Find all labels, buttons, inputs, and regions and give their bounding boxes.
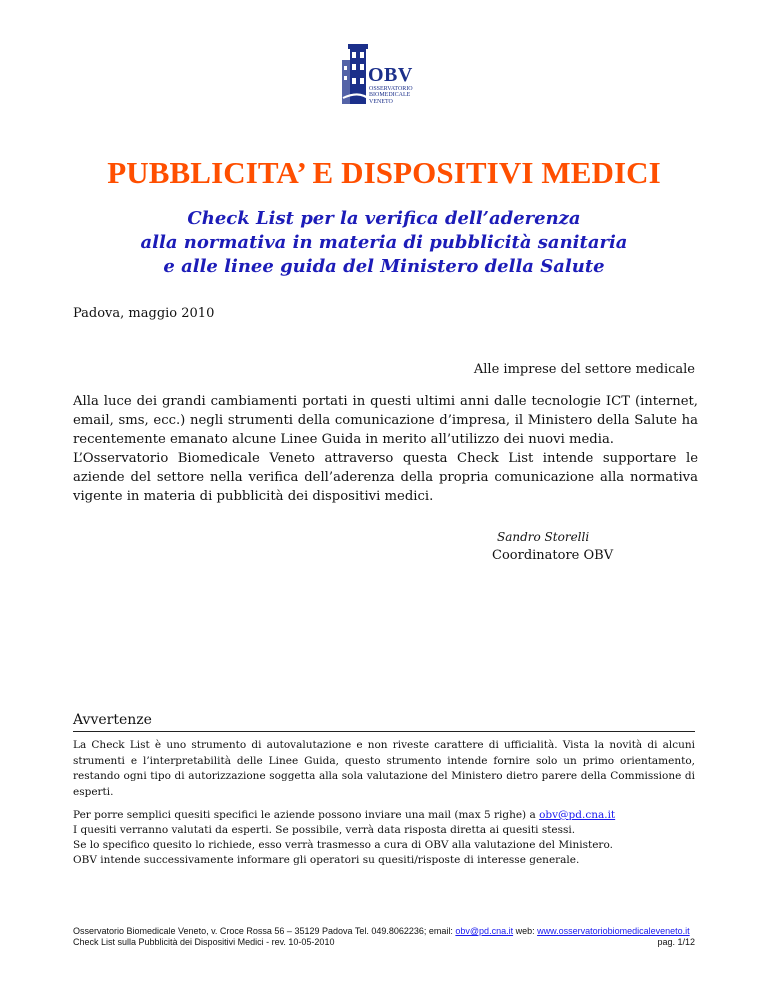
logo-subtitle-line: BIOMEDICALE: [369, 92, 411, 99]
contact-line: I quesiti verranno valutati da esperti. Se possibile, verrà data risposta diretta ai quesiti stessi.: [73, 824, 576, 836]
subtitle-line: Check List per la verifica dell’aderenza: [187, 208, 581, 229]
document-subtitle: [0, 207, 768, 279]
recipient: Alle imprese del settore medicale: [473, 362, 695, 377]
footer-address-line: [73, 926, 690, 937]
logo-subtitle-line: VENETO: [369, 98, 393, 105]
footer-page-number: pag. 1/12: [657, 937, 695, 947]
body-paragraph: L’Osservatorio Biomedicale Veneto attraverso questa Check List intende supportare le aziende del settore nella verifica dell’aderenza della propria comunicazione alla normativa vigente in materia di pubblicità dei dispositivi medici.: [73, 451, 698, 504]
contact-text: Per porre semplici quesiti specifici le aziende possono inviare una mail (max 5 righe) a: [73, 809, 540, 821]
warning-text: La Check List è uno strumento di autovalutazione e non riveste carattere di ufficialità. Vista la novità di alcuni strumenti e l’interpretabilità delle Linee Guida, questo strumento intende fornire solo un primo orientamento, restando ogni tipo di autorizzazione soggetta alla sola valutazione del Ministero dietro parere della Commissione di esperti.: [73, 739, 695, 798]
place-date: Padova, maggio 2010: [73, 306, 215, 321]
body-paragraph: Alla luce dei grandi cambiamenti portati in questi ultimi anni dalle tecnologie ICT (internet, email, sms, ecc.) negli strumenti della comunicazione d’impresa, il Ministero della Salute ha recentemente emanato alcune Linee Guida in merito all’utilizzo dei nuovi media.: [73, 394, 698, 447]
contact-block: [73, 808, 615, 868]
contact-line: OBV intende successivamente informare gli operatori su quesiti/risposte di interesse generale.: [73, 854, 580, 866]
warning-heading: Avvertenze: [73, 712, 152, 728]
subtitle-line: alla normativa in materia di pubblicità sanitaria: [140, 232, 628, 253]
contact-line: Se lo specifico quesito lo richiede, esso verrà trasmesso a cura di OBV alla valutazione del Ministero.: [73, 839, 613, 851]
footer-ref-row: [73, 937, 695, 948]
footer-web-label: web:: [513, 926, 538, 936]
footer-email-link[interactable]: obv@pd.cna.it: [455, 926, 514, 936]
logo-subtitle-line: OSSERVATORIO: [369, 86, 413, 92]
contact-line: [73, 808, 615, 823]
logo-subtitle: [369, 86, 413, 105]
footer-address-row: [73, 926, 695, 937]
document-title: PUBBLICITA’ E DISPOSITIVI MEDICI: [107, 155, 661, 190]
signer-name: Sandro Storelli: [497, 530, 590, 544]
signer-role: Coordinatore OBV: [492, 548, 614, 563]
logo-acronym: OBV: [368, 64, 413, 86]
footer-website-link[interactable]: www.osservatoriobiomedicaleveneto.it: [537, 926, 690, 936]
footer-doc-ref: Check List sulla Pubblicità dei Dispositivi Medici - rev. 10-05-2010: [73, 937, 335, 947]
footer-address: Osservatorio Biomedicale Veneto, v. Croce Rossa 56 – 35129 Padova Tel. 049.8062236; email:: [73, 926, 456, 936]
body-text: [73, 392, 698, 506]
page-footer: [73, 926, 695, 948]
section-divider: [73, 731, 695, 732]
contact-email-link[interactable]: obv@pd.cna.it: [539, 809, 616, 821]
subtitle-line: e alle linee guida del Ministero della Salute: [163, 256, 605, 277]
